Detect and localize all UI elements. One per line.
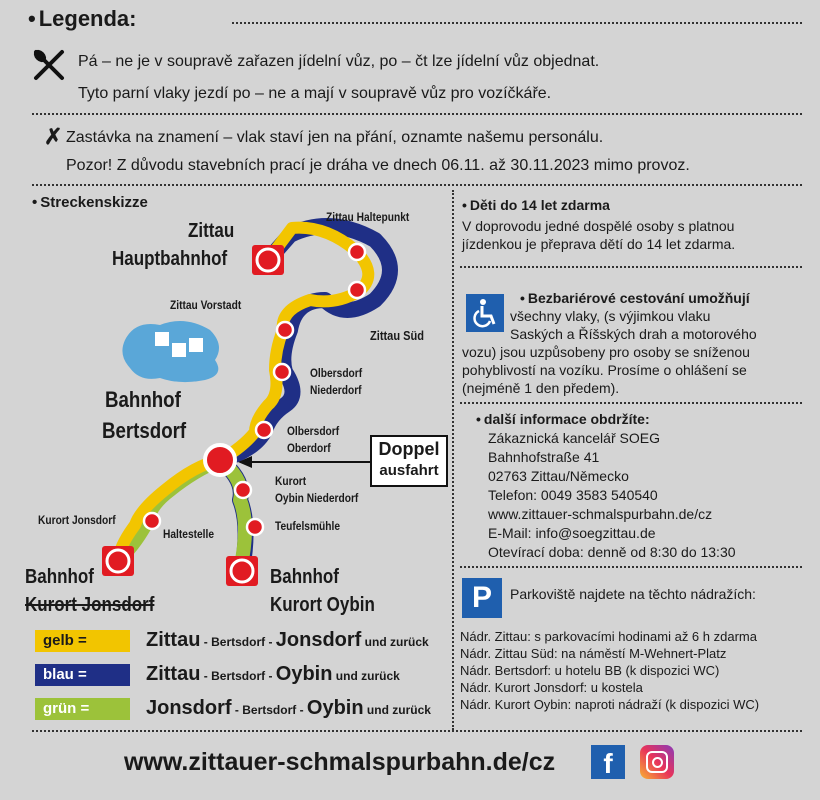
info-line-4: Telefon: 0049 3583 540540: [488, 487, 658, 503]
key-gelb: gelb =: [35, 630, 130, 652]
label-jonsdorf-bf: Bahnhof: [25, 566, 94, 588]
label-zittau-vorstadt: Zittau Vorstadt: [170, 298, 242, 312]
info-title: • další informace obdržíte:: [476, 411, 650, 428]
doppel-box: [370, 435, 448, 487]
station-teufelsmuehle: [247, 519, 263, 535]
station-zittau-vorstadt: [277, 322, 293, 338]
label-kurort-jonsdorf: Kurort Jonsdorf: [38, 513, 116, 527]
lake: [122, 321, 219, 382]
key-blau: blau =: [35, 664, 130, 686]
rowing-icon: [189, 338, 203, 352]
label-bertsdorf: Bahnhof: [105, 387, 181, 412]
ausfahrt-label: ausfahrt: [379, 462, 439, 479]
key-gruen-text: Jonsdorf - Bertsdorf - Oybin und zurück: [146, 697, 431, 719]
children-line-2: jízdenkou je přeprava dětí do 14 let zdarma.: [462, 236, 736, 252]
barrier-title: • Bezbariérové cestování umožňují: [520, 290, 750, 307]
label-oybin-bf-2: Kurort Oybin: [270, 594, 375, 616]
label-olbersdorf-od-2: Oberdorf: [287, 441, 331, 455]
legend-title: • Legenda:: [28, 6, 137, 32]
terminal-zittau-hbf: [252, 245, 284, 275]
barrier-line-1: všechny vlaky, (s výjimkou vlaku: [510, 308, 711, 324]
footer-url[interactable]: www.zittauer-schmalspurbahn.de/cz: [124, 748, 556, 776]
info-line-3: 02763 Zittau/Německo: [488, 468, 629, 484]
station-haltestelle: [144, 513, 160, 529]
key-gruen: grün =: [35, 698, 130, 720]
route-map: [0, 0, 452, 630]
label-teufelsmuehle: Teufelsmühle: [275, 519, 340, 533]
request-line-2: Pozor! Z důvodu stavebních prací je dráha ve dnech 06.11. až 30.11.2023 mimo provoz.: [66, 157, 690, 174]
sailing-icon: [155, 332, 169, 346]
label-bertsdorf-2: Bertsdorf: [102, 418, 187, 443]
parking-line-1: Nádr. Zittau: s parkovacími hodinami až 6 h zdarma: [460, 629, 757, 644]
wheelchair-icon: [466, 294, 504, 332]
label-zittau-sued: Zittau Süd: [370, 328, 425, 343]
info-email-link[interactable]: E-Mail: info@soegzittau.de: [488, 525, 656, 541]
parking-line-4: Nádr. Kurort Jonsdorf: u kostela: [460, 680, 643, 695]
info-line-7: Otevírací doba: denně od 8:30 do 13:30: [488, 544, 736, 560]
terminal-jonsdorf: [102, 546, 134, 576]
column-divider: [452, 190, 454, 730]
station-oybin-niederdorf: [235, 482, 251, 498]
label-oybin-nd-2: Oybin Niederdorf: [275, 491, 359, 505]
terminal-oybin: [226, 556, 258, 586]
station-zittau-sued: [349, 282, 365, 298]
dining-line-1: Pá – ne je v soupravě zařazen jídelní vůz, po – čt lze jídelní vůz objednat.: [78, 53, 600, 70]
station-olbersdorf-niederdorf: [274, 364, 290, 380]
info-line-1: Zákaznická kancelář SOEG: [488, 430, 660, 446]
info-website-link[interactable]: www.zittauer-schmalspurbahn.de/cz: [488, 506, 713, 522]
label-jonsdorf-bf-2: Kurort Jonsdorf: [25, 594, 155, 616]
parking-line-2: Nádr. Zittau Süd: na náměstí M-Wehnert-Platz: [460, 646, 727, 661]
dining-line-2: Tyto parní vlaky jezdí po – ne a mají v soupravě vůz pro vozíčkáře.: [78, 85, 552, 102]
instagram-icon[interactable]: [640, 745, 674, 779]
barrier-line-5: (nejméně 1 den předem).: [462, 380, 620, 396]
facebook-icon[interactable]: f: [591, 745, 625, 779]
info-line-2: Bahnhofstraße 41: [488, 449, 600, 465]
label-olbersdorf-nd-2: Niederdorf: [310, 383, 362, 397]
label-haltestelle: Haltestelle: [163, 527, 215, 541]
request-line-1: Zastávka na znamení – vlak staví jen na přání, oznamte našemu personálu.: [66, 129, 604, 146]
barrier-line-3: vozu) jsou uzpůsobeny pro osoby se sníženou: [462, 344, 750, 360]
children-line-1: V doprovodu jedné dospělé osoby s platnou: [462, 218, 735, 234]
label-oybin-nd: Kurort: [275, 474, 307, 488]
label-zittau-hbf: Zittau: [188, 220, 235, 242]
station-zittau-haltepunkt: [349, 244, 365, 260]
parking-icon: P: [462, 578, 502, 618]
divider: [460, 566, 802, 568]
divider: [32, 730, 802, 732]
label-olbersdorf-od: Olbersdorf: [287, 424, 340, 438]
parking-line-3: Nádr. Bertsdorf: u hotelu BB (k dispozici WC): [460, 663, 720, 678]
label-zittau-haltepunkt: Zittau Haltepunkt: [326, 210, 410, 224]
request-stop-icon: ✗: [44, 124, 63, 149]
terminal-bertsdorf: [205, 445, 235, 475]
label-oybin-bf: Bahnhof: [270, 566, 339, 588]
parking-title: Parkoviště najdete na těchto nádražích:: [510, 586, 756, 602]
map-title: • Streckenskizze: [32, 194, 148, 211]
label-olbersdorf-nd: Olbersdorf: [310, 366, 363, 380]
key-blau-text: Zittau - Bertsdorf - Oybin und zurück: [146, 663, 400, 685]
children-title: • Děti do 14 let zdarma: [462, 197, 610, 214]
label-zittau-hbf-2: Hauptbahnhof: [112, 248, 228, 270]
divider: [460, 266, 802, 268]
parking-line-5: Nádr. Kurort Oybin: naproti nádraží (k dispozici WC): [460, 697, 760, 712]
barrier-line-2: Saských a Říšských drah a motorového: [510, 326, 757, 342]
barrier-line-4: pohyblivostí na vozíku. Prosíme o ohlášení se: [462, 362, 747, 378]
swimming-icon: [172, 343, 186, 357]
station-olbersdorf-oberdorf: [256, 422, 272, 438]
divider: [460, 402, 802, 404]
key-gelb-text: Zittau - Bertsdorf - Jonsdorf und zurück: [146, 629, 429, 651]
doppel-label: Doppel: [378, 439, 440, 459]
